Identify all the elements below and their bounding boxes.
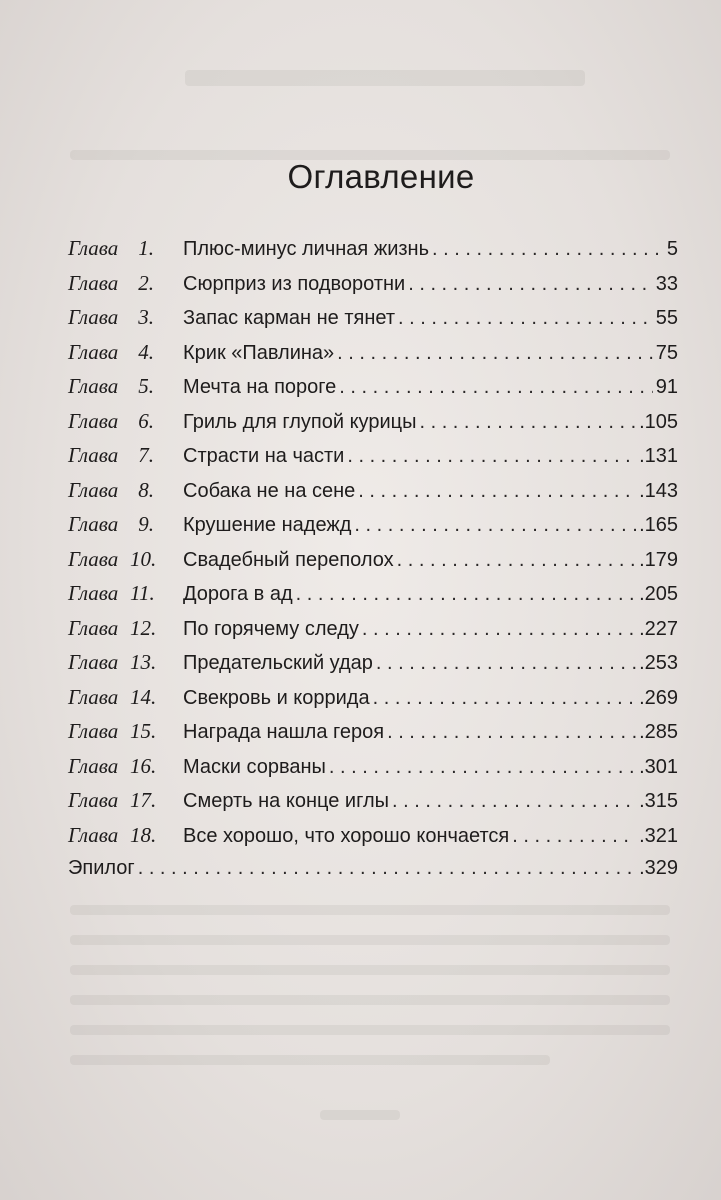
chapter-word: Глава xyxy=(68,236,119,260)
chapter-label xyxy=(68,305,183,330)
page-number: .205 xyxy=(639,583,678,605)
leader-dots xyxy=(354,514,636,537)
chapter-word: Глава xyxy=(68,512,119,536)
toc-entry xyxy=(68,616,678,651)
bleed-through-text xyxy=(320,1110,400,1120)
page-number: .227 xyxy=(639,617,678,640)
chapter-word: Глава xyxy=(68,477,119,502)
chapter-word: Глава xyxy=(68,546,119,571)
chapter-title: Смерть на конце иглы xyxy=(183,790,389,812)
chapter-number: 11. xyxy=(130,581,155,605)
page-number: 91 xyxy=(655,376,678,398)
toc-entry-epilogue xyxy=(68,857,678,892)
chapter-label xyxy=(68,823,183,848)
chapter-title: Плюс-минус личная жизнь xyxy=(183,238,430,260)
toc-entry xyxy=(68,754,678,789)
bleed-through-text xyxy=(70,995,670,1005)
chapter-label xyxy=(68,478,183,503)
toc-entry xyxy=(68,788,678,823)
chapter-title: Свекровь и коррида xyxy=(183,686,370,709)
chapter-word: Глава xyxy=(68,822,119,847)
leader-dots xyxy=(419,411,636,434)
toc-entry xyxy=(68,547,678,582)
page-number: .315 xyxy=(639,790,678,812)
epilogue-title: Эпилог xyxy=(68,857,135,879)
chapter-label xyxy=(68,236,183,261)
bleed-through-text xyxy=(70,965,670,975)
toc-entry xyxy=(68,443,678,478)
chapter-word: Глава xyxy=(68,408,119,433)
toc-entry xyxy=(68,478,678,513)
leader-dots xyxy=(408,273,653,296)
chapter-label xyxy=(68,512,183,537)
leader-dots xyxy=(138,857,636,880)
chapter-number: 2. xyxy=(138,270,154,295)
leader-dots xyxy=(392,790,636,813)
chapter-title: Дорога в ад xyxy=(183,583,293,605)
chapter-title: Сюрприз из подворотни xyxy=(183,272,406,295)
toc-entry xyxy=(68,685,678,720)
chapter-number: 16. xyxy=(130,753,157,778)
chapter-number: 13. xyxy=(130,650,157,674)
toc-entry xyxy=(68,340,678,375)
leader-dots xyxy=(397,549,636,572)
chapter-word: Глава xyxy=(68,305,119,329)
chapter-word: Глава xyxy=(68,650,119,674)
chapter-number: 18. xyxy=(130,822,157,847)
chapter-title: Награда нашла героя xyxy=(183,721,385,743)
chapter-label xyxy=(68,547,183,572)
chapter-word: Глава xyxy=(68,374,119,398)
toc-entry xyxy=(68,581,678,616)
chapter-label xyxy=(68,650,183,675)
chapter-title: Запас карман не тянет xyxy=(183,307,396,329)
leader-dots xyxy=(432,238,664,261)
chapter-title: Собака не на сене xyxy=(183,479,356,502)
leader-dots xyxy=(358,480,636,503)
leader-dots xyxy=(339,376,652,399)
toc-entry xyxy=(68,823,678,858)
chapter-word: Глава xyxy=(68,270,119,295)
chapter-label xyxy=(68,685,183,710)
chapter-title: Свадебный переполох xyxy=(183,548,394,571)
chapter-number: 7. xyxy=(138,443,154,467)
chapter-label xyxy=(68,616,183,641)
chapter-label xyxy=(68,443,183,468)
toc-entry xyxy=(68,409,678,444)
chapter-label xyxy=(68,340,183,365)
chapter-title: Гриль для глупой курицы xyxy=(183,410,417,433)
page-number: .301 xyxy=(639,755,678,778)
chapter-title: Предательский удар xyxy=(183,652,373,674)
chapter-label xyxy=(68,581,183,606)
chapter-number: 9. xyxy=(138,512,154,536)
chapter-word: Глава xyxy=(68,684,119,709)
chapter-label xyxy=(68,374,183,399)
chapter-label xyxy=(68,719,183,744)
page-number: .143 xyxy=(639,479,678,502)
leader-dots xyxy=(387,721,636,744)
bleed-through-text xyxy=(70,935,670,945)
chapter-label xyxy=(68,409,183,434)
chapter-word: Глава xyxy=(68,443,119,467)
page-number: .131 xyxy=(639,445,678,467)
chapter-number: 5. xyxy=(138,374,154,398)
page-number: .105 xyxy=(639,410,678,433)
page-number: 33 xyxy=(655,272,678,295)
page-number: 55 xyxy=(655,307,678,329)
leader-dots xyxy=(329,756,636,779)
chapter-title: Страсти на части xyxy=(183,445,345,467)
chapter-number: 8. xyxy=(138,477,154,502)
chapter-title: Крушение надежд xyxy=(183,514,352,536)
page-number: .321 xyxy=(639,824,678,847)
chapter-label xyxy=(68,754,183,779)
page-number: .329 xyxy=(639,857,678,879)
chapter-number: 14. xyxy=(130,684,157,709)
leader-dots xyxy=(376,652,636,675)
leader-dots xyxy=(373,687,636,710)
page-number: .165 xyxy=(639,514,678,536)
chapter-number: 15. xyxy=(130,719,157,743)
page-number: .269 xyxy=(639,686,678,709)
toc-entry xyxy=(68,305,678,340)
chapter-number: 4. xyxy=(138,339,154,364)
chapter-number: 1. xyxy=(138,236,154,260)
leader-dots xyxy=(337,342,653,365)
table-of-contents xyxy=(68,236,678,892)
leader-dots xyxy=(362,618,636,641)
chapter-word: Глава xyxy=(68,753,119,778)
page-number: 5 xyxy=(666,238,678,260)
leader-dots xyxy=(347,445,636,468)
chapter-word: Глава xyxy=(68,581,119,605)
page-number: .253 xyxy=(639,652,678,674)
chapter-title: Мечта на пороге xyxy=(183,376,337,398)
page-title: Оглавление xyxy=(287,158,475,195)
leader-dots xyxy=(296,583,636,606)
chapter-title: По горячему следу xyxy=(183,617,359,640)
bleed-through-text xyxy=(70,905,670,915)
toc-entry xyxy=(68,236,678,271)
toc-entry xyxy=(68,650,678,685)
chapter-word: Глава xyxy=(68,339,119,364)
chapter-label xyxy=(68,788,183,813)
chapter-word: Глава xyxy=(68,719,119,743)
chapter-number: 10. xyxy=(130,546,157,571)
chapter-number: 17. xyxy=(130,788,157,812)
bleed-through-text xyxy=(70,1055,550,1065)
chapter-number: 12. xyxy=(130,615,157,640)
toc-entry xyxy=(68,271,678,306)
chapter-label xyxy=(68,271,183,296)
chapter-word: Глава xyxy=(68,788,119,812)
page-number: .285 xyxy=(639,721,678,743)
toc-entry xyxy=(68,719,678,754)
chapter-title: Крик «Павлина» xyxy=(183,341,335,364)
chapter-number: 6. xyxy=(138,408,154,433)
chapter-title: Маски сорваны xyxy=(183,755,326,778)
page-number: .179 xyxy=(639,548,678,571)
chapter-title: Все хорошо, что хорошо кончается xyxy=(183,824,510,847)
page-number: 75 xyxy=(655,341,678,364)
toc-entry xyxy=(68,512,678,547)
toc-entry xyxy=(68,374,678,409)
chapter-word: Глава xyxy=(68,615,119,640)
leader-dots xyxy=(512,825,636,848)
bleed-through-text xyxy=(185,70,585,86)
bleed-through-text xyxy=(70,1025,670,1035)
chapter-number: 3. xyxy=(138,305,154,329)
leader-dots xyxy=(398,307,653,330)
